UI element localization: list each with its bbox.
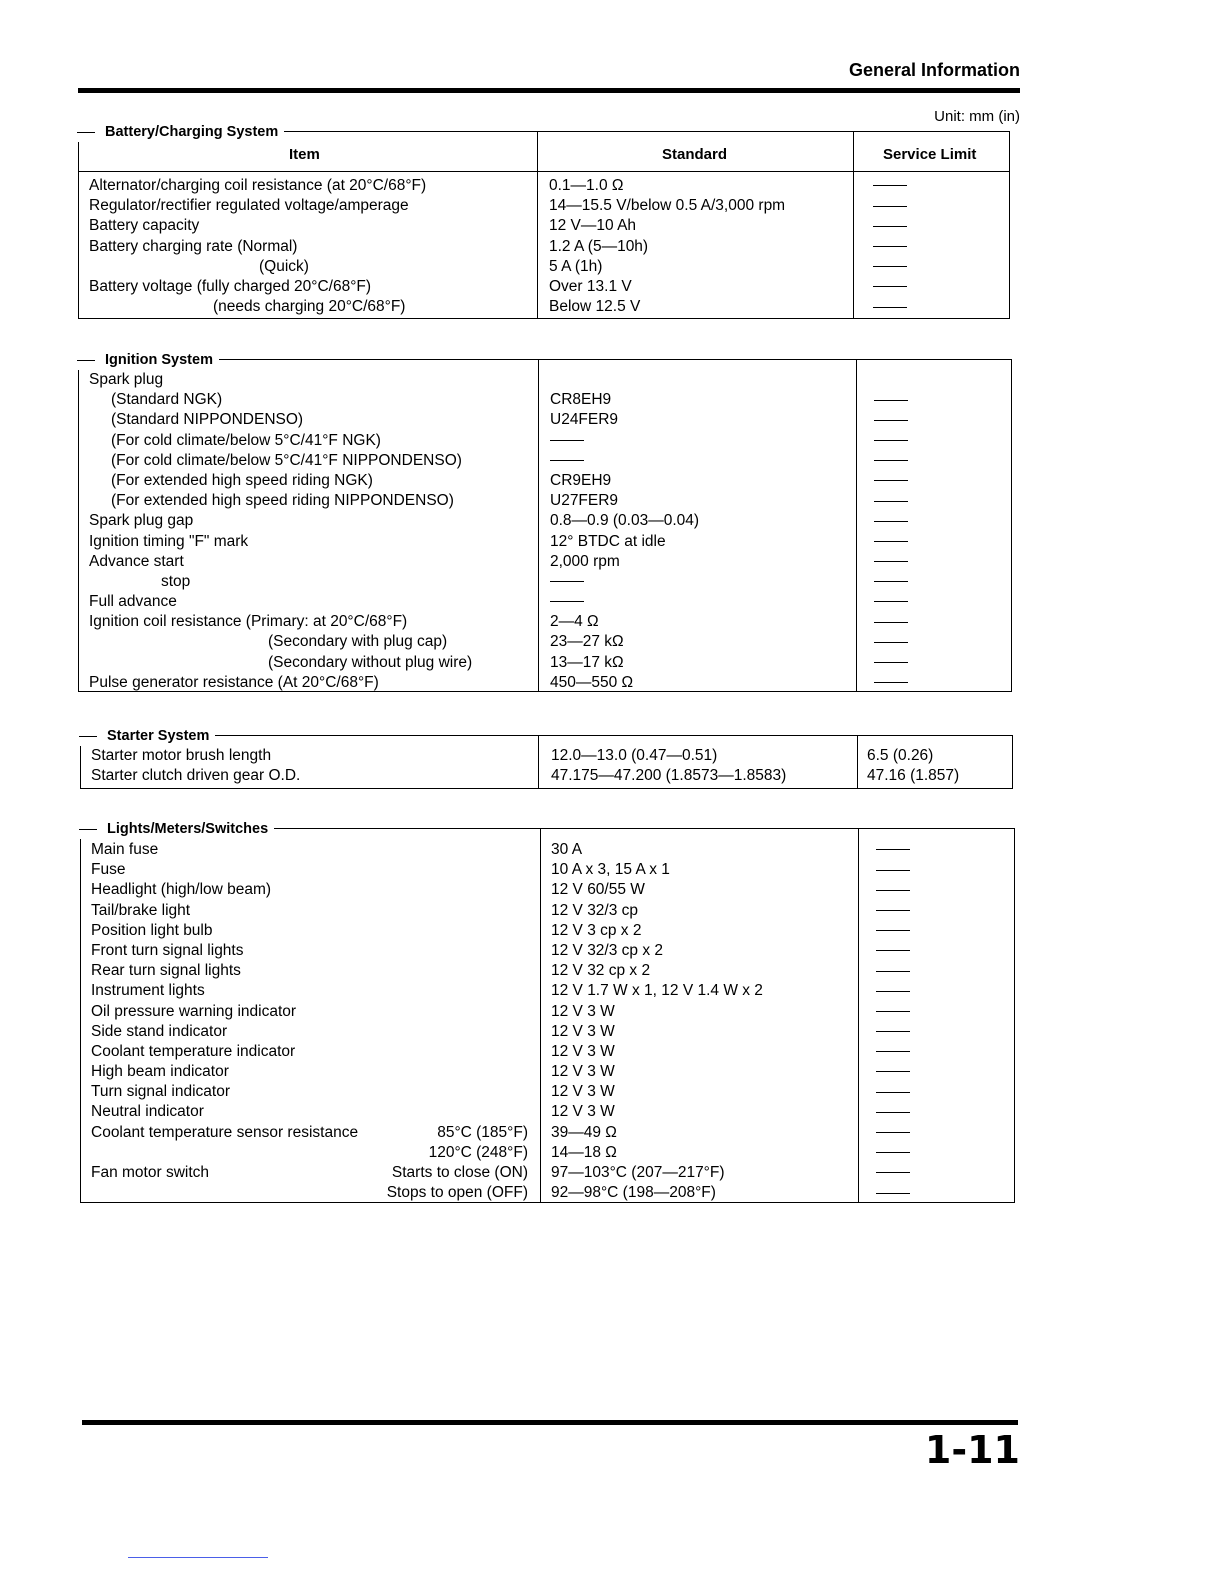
table-row <box>79 297 1009 317</box>
service-limit-cell <box>876 840 910 860</box>
standard-cell: 12 V 60/55 W <box>551 881 645 899</box>
table-row <box>79 176 1009 196</box>
dash-mark <box>874 480 908 481</box>
item-cell: (Quick) <box>259 257 309 275</box>
item-condition-cell: Stops to open (OFF) <box>386 1184 528 1202</box>
item-cell: Ignition timing "F" mark <box>89 532 249 550</box>
dash-mark <box>876 1172 910 1173</box>
standard-cell: 14—15.5 V/below 0.5 A/3,000 rpm <box>549 197 786 215</box>
standard-cell: CR9EH9 <box>550 471 612 489</box>
standard-cell: 13—17 kΩ <box>550 653 624 671</box>
standard-cell: 0.8—0.9 (0.03—0.04) <box>550 512 700 530</box>
standard-cell: Over 13.1 V <box>549 277 632 295</box>
table-row <box>79 431 1011 451</box>
service-limit-cell <box>876 1022 910 1042</box>
dash-mark <box>874 420 908 421</box>
standard-cell: 47.175—47.200 (1.8573—1.8583) <box>551 767 787 785</box>
dash-mark <box>876 849 910 850</box>
table-row <box>79 572 1011 592</box>
unit-label: Unit: mm (in) <box>934 108 1020 125</box>
item-cell: Headlight (high/low beam) <box>91 881 272 899</box>
standard-cell <box>550 431 584 451</box>
table-row <box>81 746 1012 766</box>
table-row <box>79 673 1011 693</box>
standard-cell: 10 A x 3, 15 A x 1 <box>551 861 670 879</box>
service-limit-cell: 47.16 (1.857) <box>867 767 960 785</box>
dash-mark <box>550 440 584 441</box>
dash-mark <box>874 400 908 401</box>
dash-mark <box>550 601 584 602</box>
dash-mark <box>876 890 910 891</box>
dash-mark <box>550 460 584 461</box>
dash-mark <box>876 930 910 931</box>
table-row <box>81 880 1014 900</box>
service-limit-cell <box>876 1062 910 1082</box>
service-limit-cell <box>876 1102 910 1122</box>
dash-mark <box>876 1152 910 1153</box>
dash-mark <box>876 1051 910 1052</box>
standard-cell: 12 V 3 W <box>551 1103 615 1121</box>
ignition-section <box>78 352 1012 692</box>
standard-cell: 12 V 32/3 cp x 2 <box>551 941 664 959</box>
table-row <box>79 216 1009 236</box>
service-limit-cell <box>874 552 908 572</box>
standard-cell: 12 V 3 W <box>551 1002 615 1020</box>
dash-mark <box>874 521 908 522</box>
lights-rows <box>81 840 1014 1203</box>
dash-mark <box>873 185 907 186</box>
standard-cell: 12 V 32 cp x 2 <box>551 962 651 980</box>
table-row <box>81 1062 1014 1082</box>
battery-charging-section <box>78 124 1010 319</box>
starter-section <box>80 728 1013 789</box>
item-cell: (needs charging 20°C/68°F) <box>213 298 406 316</box>
battery-rows <box>79 176 1009 317</box>
item-cell: Advance start <box>89 552 184 570</box>
standard-cell: 12 V 3 W <box>551 1063 615 1081</box>
header-standard: Standard <box>662 146 728 163</box>
service-limit-cell <box>876 961 910 981</box>
standard-cell: 450—550 Ω <box>550 673 634 691</box>
standard-cell <box>550 572 584 592</box>
table-row <box>79 552 1011 572</box>
service-limit-cell <box>876 901 910 921</box>
table-row <box>81 1143 1014 1163</box>
item-cell: Side stand indicator <box>91 1022 228 1040</box>
ignition-section-title: Ignition System <box>77 350 219 370</box>
table-row <box>81 840 1014 860</box>
table-row <box>79 451 1011 471</box>
table-row <box>81 1183 1014 1203</box>
standard-cell: 12 V 3 W <box>551 1083 615 1101</box>
service-limit-cell <box>876 880 910 900</box>
dash-mark <box>876 1112 910 1113</box>
dash-mark <box>873 266 907 267</box>
standard-cell: 23—27 kΩ <box>550 633 624 651</box>
table-row <box>81 1102 1014 1122</box>
service-limit-cell <box>874 532 908 552</box>
table-row <box>79 491 1011 511</box>
dash-mark <box>874 561 908 562</box>
standard-cell: 12 V 32/3 cp <box>551 901 639 919</box>
table-row <box>81 1123 1014 1143</box>
page-number: 1-11 <box>924 1428 1020 1472</box>
item-cell: Starter motor brush length <box>91 747 272 764</box>
standard-cell: 2,000 rpm <box>550 552 620 570</box>
table-row <box>81 1042 1014 1062</box>
table-row <box>79 612 1011 632</box>
item-cell: Front turn signal lights <box>91 941 244 959</box>
dash-mark <box>876 950 910 951</box>
item-cell: Ignition coil resistance (Primary: at 20°C/68°F) <box>89 613 408 631</box>
table-row <box>79 632 1011 652</box>
item-cell: Oil pressure warning indicator <box>91 1002 297 1020</box>
service-limit-cell <box>873 176 907 196</box>
table-row <box>81 1002 1014 1022</box>
standard-cell: U24FER9 <box>550 411 619 429</box>
item-cell: (Secondary with plug cap) <box>268 633 448 651</box>
service-limit-cell <box>876 981 910 1001</box>
item-cell: Spark plug <box>89 371 164 388</box>
item-cell: Spark plug gap <box>89 512 194 530</box>
service-limit-cell <box>873 237 907 257</box>
service-limit-cell <box>876 1002 910 1022</box>
standard-cell: 5 A (1h) <box>549 257 603 275</box>
service-limit-cell <box>876 1163 910 1183</box>
table-row <box>81 1163 1014 1183</box>
service-limit-cell <box>874 410 908 430</box>
dash-mark <box>874 682 908 683</box>
table-row <box>79 196 1009 216</box>
service-limit-cell <box>873 216 907 236</box>
standard-cell <box>550 451 584 471</box>
dash-mark <box>876 971 910 972</box>
item-cell: Fan motor switch <box>91 1164 210 1181</box>
standard-cell <box>550 592 584 612</box>
table-row <box>81 981 1014 1001</box>
item-cell: Coolant temperature sensor resistance <box>91 1123 359 1141</box>
item-cell: (For cold climate/below 5°C/41°F NIPPONDENSO) <box>111 451 462 469</box>
dash-mark <box>874 662 908 663</box>
dash-mark <box>873 286 907 287</box>
service-limit-cell <box>873 257 907 277</box>
battery-table-header <box>79 132 1009 172</box>
service-limit-cell <box>874 632 908 652</box>
item-cell: High beam indicator <box>91 1063 229 1081</box>
standard-cell: 12 V 1.7 W x 1, 12 V 1.4 W x 2 <box>551 982 763 1000</box>
footer-link-underline <box>128 1557 268 1558</box>
dash-mark <box>876 1071 910 1072</box>
service-limit-cell <box>873 297 907 317</box>
table-row <box>79 390 1011 410</box>
table-row <box>79 592 1011 612</box>
table-row <box>81 921 1014 941</box>
service-limit-cell <box>876 1123 910 1143</box>
item-condition-cell: Starts to close (ON) <box>391 1164 528 1181</box>
service-limit-cell <box>874 653 908 673</box>
service-limit-cell <box>873 277 907 297</box>
item-cell: Fuse <box>91 861 126 879</box>
table-row <box>79 410 1011 430</box>
dash-mark <box>876 1092 910 1093</box>
item-cell: Neutral indicator <box>91 1103 204 1121</box>
dash-mark <box>874 581 908 582</box>
service-limit-cell <box>874 592 908 612</box>
lights-section-title: Lights/Meters/Switches <box>79 819 274 839</box>
footer-rule <box>82 1420 1018 1425</box>
item-cell: (For extended high speed riding NIPPONDENSO) <box>111 492 454 510</box>
dash-mark <box>874 460 908 461</box>
item-cell: (Secondary without plug wire) <box>268 653 473 671</box>
standard-cell: 12 V—10 Ah <box>549 217 637 235</box>
service-limit-cell: 6.5 (0.26) <box>867 747 934 764</box>
dash-mark <box>873 226 907 227</box>
dash-mark <box>874 622 908 623</box>
service-limit-cell <box>874 511 908 531</box>
item-cell: Turn signal indicator <box>91 1083 230 1101</box>
item-cell: Pulse generator resistance (At 20°C/68°F) <box>89 673 379 691</box>
standard-cell: 92—98°C (198—208°F) <box>551 1184 716 1202</box>
service-limit-cell <box>876 1183 910 1203</box>
dash-mark <box>550 581 584 582</box>
standard-cell: 30 A <box>551 841 583 858</box>
service-limit-cell <box>874 471 908 491</box>
standard-cell: 97—103°C (207—217°F) <box>551 1164 725 1181</box>
item-cell: Battery charging rate (Normal) <box>89 237 298 255</box>
item-cell: Alternator/charging coil resistance (at 20°C/68°F) <box>89 177 427 194</box>
service-limit-cell <box>874 572 908 592</box>
item-cell: Tail/brake light <box>91 901 191 919</box>
standard-cell: 0.1—1.0 Ω <box>549 177 624 194</box>
table-row <box>79 471 1011 491</box>
item-condition-cell: 120°C (248°F) <box>428 1143 528 1161</box>
header-rule <box>78 88 1020 93</box>
service-limit-cell <box>874 673 908 693</box>
standard-cell: U27FER9 <box>550 492 619 510</box>
service-limit-cell <box>876 1042 910 1062</box>
table-row <box>81 961 1014 981</box>
service-limit-cell <box>874 451 908 471</box>
service-limit-cell <box>876 1143 910 1163</box>
standard-cell: 14—18 Ω <box>551 1143 617 1161</box>
header-service-limit: Service Limit <box>883 146 977 163</box>
dash-mark <box>874 501 908 502</box>
item-cell: Battery voltage (fully charged 20°C/68°F) <box>89 277 372 295</box>
item-cell: Main fuse <box>91 841 159 858</box>
service-limit-cell <box>874 431 908 451</box>
item-cell: (For extended high speed riding NGK) <box>111 471 373 489</box>
dash-mark <box>874 642 908 643</box>
dash-mark <box>873 246 907 247</box>
item-cell: Battery capacity <box>89 217 200 235</box>
dash-mark <box>873 307 907 308</box>
standard-cell: 12 V 3 W <box>551 1022 615 1040</box>
dash-mark <box>874 440 908 441</box>
table-row <box>79 370 1011 390</box>
item-cell: (Standard NGK) <box>111 391 223 409</box>
service-limit-cell <box>874 491 908 511</box>
dash-mark <box>876 1193 910 1194</box>
table-row <box>79 237 1009 257</box>
table-row <box>79 257 1009 277</box>
item-cell: Instrument lights <box>91 982 205 1000</box>
item-condition-cell: 85°C (185°F) <box>437 1123 528 1141</box>
standard-cell: CR8EH9 <box>550 391 612 409</box>
table-row <box>79 653 1011 673</box>
dash-mark <box>874 541 908 542</box>
table-row <box>79 277 1009 297</box>
item-cell: (Standard NIPPONDENSO) <box>111 411 304 429</box>
item-cell: stop <box>161 572 191 590</box>
standard-cell: Below 12.5 V <box>549 298 641 316</box>
table-row <box>81 860 1014 880</box>
dash-mark <box>876 991 910 992</box>
battery-section-title: Battery/Charging System <box>77 122 284 142</box>
item-cell: Full advance <box>89 593 177 611</box>
dash-mark <box>876 1031 910 1032</box>
standard-cell: 12 V 3 cp x 2 <box>551 921 642 939</box>
table-row <box>81 1022 1014 1042</box>
table-row <box>81 941 1014 961</box>
standard-cell: 12 V 3 W <box>551 1042 615 1060</box>
dash-mark <box>876 1132 910 1133</box>
service-limit-cell <box>874 612 908 632</box>
standard-cell: 2—4 Ω <box>550 613 599 631</box>
lights-meters-switches-section <box>80 821 1015 1203</box>
table-row <box>81 766 1012 786</box>
dash-mark <box>874 601 908 602</box>
standard-cell: 1.2 A (5—10h) <box>549 237 649 255</box>
table-row <box>79 511 1011 531</box>
header-item: Item <box>289 146 320 163</box>
dash-mark <box>873 206 907 207</box>
service-limit-cell <box>876 860 910 880</box>
service-limit-cell <box>874 390 908 410</box>
starter-section-title: Starter System <box>79 726 215 746</box>
service-limit-cell <box>876 941 910 961</box>
service-limit-cell <box>873 196 907 216</box>
table-row <box>81 1082 1014 1102</box>
service-limit-cell <box>876 921 910 941</box>
standard-cell: 12° BTDC at idle <box>550 532 666 550</box>
page-header-title: General Information <box>848 60 1020 80</box>
table-row <box>79 532 1011 552</box>
item-cell: Coolant temperature indicator <box>91 1042 296 1060</box>
item-cell: Rear turn signal lights <box>91 962 241 980</box>
item-cell: Regulator/rectifier regulated voltage/amperage <box>89 197 409 215</box>
dash-mark <box>876 870 910 871</box>
service-limit-cell <box>876 1082 910 1102</box>
starter-rows <box>81 746 1012 786</box>
item-cell: Position light bulb <box>91 921 213 939</box>
standard-cell: 39—49 Ω <box>551 1123 617 1141</box>
table-row <box>81 901 1014 921</box>
item-cell: (For cold climate/below 5°C/41°F NGK) <box>111 431 381 449</box>
ignition-rows <box>79 370 1011 693</box>
dash-mark <box>876 910 910 911</box>
item-cell: Starter clutch driven gear O.D. <box>91 767 301 785</box>
dash-mark <box>876 1011 910 1012</box>
standard-cell: 12.0—13.0 (0.47—0.51) <box>551 747 718 764</box>
